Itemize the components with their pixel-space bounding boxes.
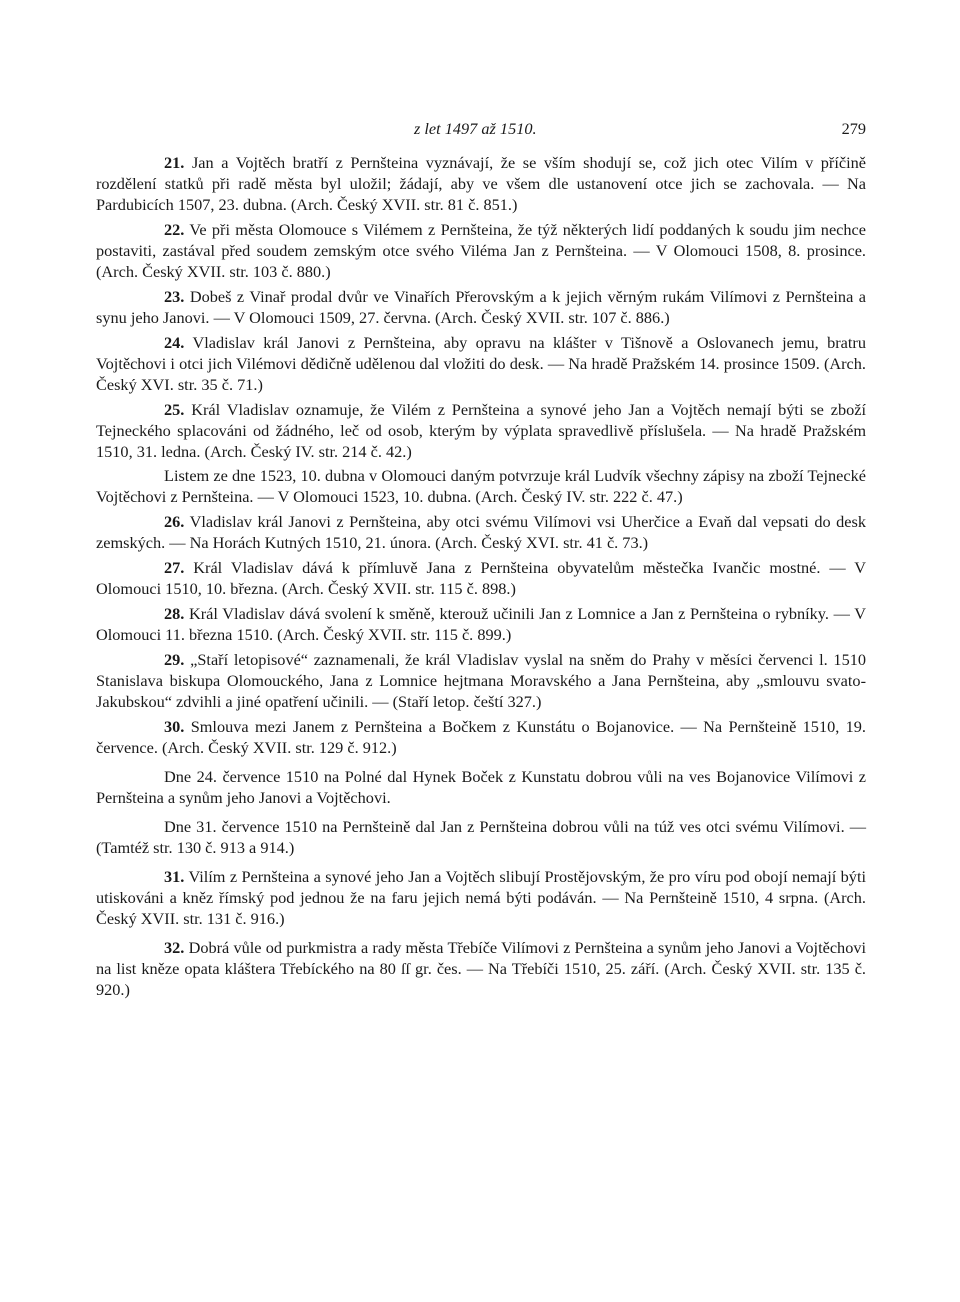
entry-number: 30. [164, 717, 185, 736]
entry-number: 29. [164, 650, 185, 669]
entry-25-note [96, 465, 866, 507]
entry-number: 26. [164, 512, 185, 531]
entry-text: „Staří letopisové“ zaznamenali, že král Vladislav vyslal na sněm do Prahy v měsíci červenci l. 1510 Stanislava biskupa Olomouckého, Jana z Lomnice hejtmana Moravského a Jana Pernšteina, aby „smlouvu svato-Jakubskou“ zdvihli a jiné opatření učinili. — (Staří letop. čeští 327.) [96, 650, 866, 711]
page-header [96, 118, 866, 142]
entry-31 [96, 866, 866, 929]
entry-number: 21. [164, 153, 185, 172]
entry-number: 28. [164, 604, 185, 623]
entry-27 [96, 557, 866, 599]
entry-number: 22. [164, 220, 185, 239]
entry-23 [96, 286, 866, 328]
entry-text: Listem ze dne 1523, 10. dubna v Olomouci daným potvrzuje král Ludvík všechny zápisy na zboží Tejnecké Vojtěchovi z Pernšteina. — V Olomouci 1523, 10. dubna. (Arch. Český IV. str. 222 č. 47.) [96, 466, 866, 506]
document-page [96, 118, 866, 1000]
entry-number: 23. [164, 287, 185, 306]
entry-text: Dobrá vůle od purkmistra a rady města Třebíče Vilímovi z Pernšteina a synům jeho Janovi a Vojtěchovi na list kněze opata kláštera Třebíckého na 80 ſſ gr. čes. — Na Třebíči 1510, 25. září. (Arch. Český XVII. str. 135 č. 920.) [96, 938, 866, 999]
entry-text: Dne 24. července 1510 na Polné dal Hynek Boček z Kunstatu dobrou vůli na ves Bojanovice Vilímovi z Pernšteina a synům jeho Janovi a Vojtěchovi. [96, 767, 866, 807]
entry-21 [96, 152, 866, 215]
entry-32 [96, 937, 866, 1000]
entry-text: Vladislav král Janovi z Pernšteina, aby otci svému Vilímovi vsi Uherčice a Evaň dal vepsati do desk zemských. — Na Horách Kutných 1510, 21. února. (Arch. Český XVI. str. 41 č. 73.) [96, 512, 866, 552]
entry-number: 32. [164, 938, 185, 957]
entry-number: 24. [164, 333, 185, 352]
entry-30-note-1 [96, 766, 866, 808]
entry-number: 27. [164, 558, 185, 577]
entry-text: Jan a Vojtěch bratří z Pernšteina vyznávají, že se vším shodují se, což jich otec Vilím v příčině rozdělení statků při radě města byl uložil; žádají, aby ve všem dle ustanovení otce jich se zachovala. — Na Pardubicích 1507, 23. dubna. (Arch. Český XVII. str. 81 č. 851.) [96, 153, 866, 214]
entry-29 [96, 649, 866, 712]
entry-25 [96, 399, 866, 462]
entry-number: 25. [164, 400, 185, 419]
entry-number: 31. [164, 867, 185, 886]
running-title: z let 1497 až 1510. [414, 119, 537, 138]
entry-26 [96, 511, 866, 553]
page-number: 279 [841, 119, 866, 138]
entry-text: Král Vladislav oznamuje, že Vilém z Pernšteina a synové jeho Jan a Vojtěch nemají býti se zboží Tejneckého splacováni od žádného, leč od osob, kterým by výplata spravedlivě příslušela. — Na hradě Pražském 1510, 31. ledna. (Arch. Český IV. str. 214 č. 42.) [96, 400, 866, 461]
entry-text: Smlouva mezi Janem z Pernšteina a Bočkem z Kunstátu o Bojanovice. — Na Pernšteině 1510, 19. července. (Arch. Český XVII. str. 129 č. 912.) [96, 717, 866, 757]
entry-24 [96, 332, 866, 395]
entry-text: Král Vladislav dává svolení k směně, kterouž učinili Jan z Lomnice a Jan z Pernšteina o rybníky. — V Olomouci 11. března 1510. (Arch. Český XVII. str. 115 č. 899.) [96, 604, 866, 644]
entry-text: Vladislav král Janovi z Pernšteina, aby opravu na klášter v Tišnově a Oslovanech jemu, bratru Vojtěchovi i otci jich Vilémovi dědičně udělenou dal vložiti do desk. — Na hradě Pražském 14. prosince 1509. (Arch. Český XVI. str. 35 č. 71.) [96, 333, 866, 394]
entry-text: Ve při města Olomouce s Vilémem z Pernšteina, že týž některých lidí poddaných k soudu jim nechce postaviti, zastával před soudem zemským otce svého Viléma Jan z Pernšteina. — V Olomouci 1508, 8. prosince. (Arch. Český XVII. str. 103 č. 880.) [96, 220, 866, 281]
entry-28 [96, 603, 866, 645]
entry-text: Dne 31. července 1510 na Pernšteině dal Jan z Pernšteina dobrou vůli na túž ves otci svému Vilímovi. — (Tamtéž str. 130 č. 913 a 914.) [96, 817, 866, 857]
entry-text: Vilím z Pernšteina a synové jeho Jan a Vojtěch slibují Prostějovským, že pro víru pod obojí nemají býti utiskováni a kněz římský pod jednou že na faru jejich nemá býti podáván. — Na Pernšteině 1510, 4 srpna. (Arch. Český XVII. str. 131 č. 916.) [96, 867, 866, 928]
entry-text: Dobeš z Vinař prodal dvůr ve Vinařích Přerovským a k jejich věrným rukám Vilímovi z Pernšteina a synu jeho Janovi. — V Olomouci 1509, 27. června. (Arch. Český XVII. str. 107 č. 886.) [96, 287, 866, 327]
entry-text: Král Vladislav dává k přímluvě Jana z Pernšteina obyvatelům městečka Ivančic mostné. — V Olomouci 1510, 10. března. (Arch. Český XVII. str. 115 č. 898.) [96, 558, 866, 598]
entry-30-note-2 [96, 816, 866, 858]
entry-30 [96, 716, 866, 758]
entry-22 [96, 219, 866, 282]
